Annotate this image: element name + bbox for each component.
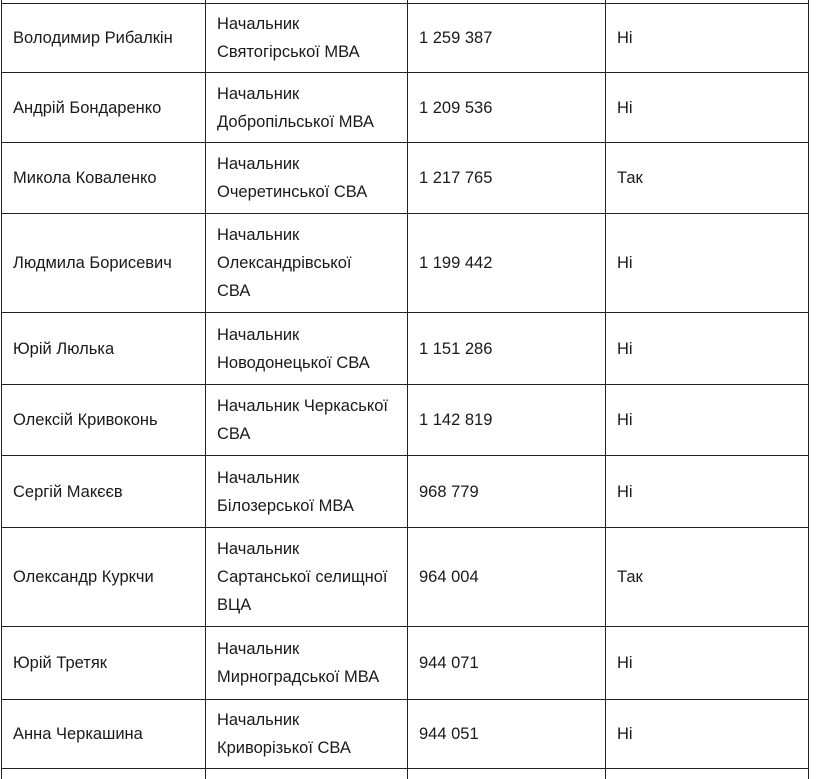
- amount-cell: 944 071: [408, 627, 606, 700]
- position-line: Начальник: [217, 15, 300, 33]
- amount-cell: 1 217 765: [408, 143, 606, 214]
- empty-cell: [206, 769, 408, 779]
- flag-cell: Ні: [606, 456, 809, 528]
- amount-cell: 968 779: [408, 456, 606, 528]
- table-row: [2, 700, 809, 769]
- table-row: [2, 528, 809, 627]
- position-line: СВА: [217, 425, 251, 443]
- official-position-cell: [206, 143, 408, 214]
- table-row: [2, 73, 809, 143]
- official-name-cell: Олександр Куркчи: [2, 528, 206, 627]
- position-line: Святогірської МВА: [217, 43, 360, 61]
- table-row: [2, 313, 809, 385]
- amount-cell: 944 051: [408, 700, 606, 769]
- amount-cell: 1 142 819: [408, 385, 606, 456]
- official-name-cell: Юрій Люлька: [2, 313, 206, 385]
- official-name-cell: Олексій Кривоконь: [2, 385, 206, 456]
- flag-cell: Ні: [606, 700, 809, 769]
- position-line: Начальник: [217, 468, 300, 487]
- official-name-cell: Сергій Макєєв: [2, 456, 206, 528]
- flag-cell: Так: [606, 143, 809, 214]
- position-line: Начальник: [217, 226, 300, 244]
- position-line: Начальник Черкаської: [217, 397, 388, 415]
- position-line: Начальник: [217, 711, 300, 729]
- flag-cell: Ні: [606, 73, 809, 143]
- table-row: [2, 627, 809, 700]
- flag-cell: Так: [606, 528, 809, 627]
- official-name-cell: Микола Коваленко: [2, 143, 206, 214]
- position-line: Білозерської МВА: [217, 496, 354, 515]
- position-line: Криворізької СВА: [217, 739, 351, 757]
- position-line: Мирноградської МВА: [217, 668, 380, 686]
- official-name-cell: Людмила Борисевич: [2, 214, 206, 313]
- position-line: Начальник: [217, 640, 300, 658]
- official-name-cell: Володимир Рибалкін: [2, 4, 206, 73]
- table-row: [2, 214, 809, 313]
- official-name-cell: Андрій Бондаренко: [2, 73, 206, 143]
- official-position-cell: [206, 456, 408, 528]
- position-line: Сартанської селищної: [217, 568, 388, 586]
- position-line: Новодонецької СВА: [217, 353, 370, 372]
- official-position-cell: [206, 627, 408, 700]
- position-line: Начальник: [217, 540, 300, 558]
- officials-table-body: [2, 0, 809, 779]
- flag-cell: Ні: [606, 385, 809, 456]
- amount-cell: 1 209 536: [408, 73, 606, 143]
- official-position-cell: [206, 4, 408, 73]
- position-line: Начальник: [217, 84, 300, 103]
- official-position-cell: [206, 313, 408, 385]
- position-line: Начальник: [217, 325, 300, 344]
- flag-cell: Ні: [606, 214, 809, 313]
- empty-cell: [408, 769, 606, 779]
- official-position-cell: [206, 214, 408, 313]
- empty-cell: [606, 769, 809, 779]
- position-line: Начальник: [217, 155, 300, 173]
- position-line: Добропільської МВА: [217, 112, 374, 131]
- table-row: [2, 143, 809, 214]
- official-position-cell: [206, 73, 408, 143]
- amount-cell: 1 199 442: [408, 214, 606, 313]
- amount-cell: 1 259 387: [408, 4, 606, 73]
- flag-cell: Ні: [606, 313, 809, 385]
- amount-cell: 1 151 286: [408, 313, 606, 385]
- position-line: Очеретинської СВА: [217, 183, 368, 201]
- table-row: [2, 456, 809, 528]
- table-row: [2, 385, 809, 456]
- position-line: ВЦА: [217, 596, 252, 614]
- official-position-cell: [206, 700, 408, 769]
- position-line: Олександрівської: [217, 254, 352, 272]
- official-position-cell: [206, 385, 408, 456]
- flag-cell: Ні: [606, 627, 809, 700]
- empty-cell: [2, 769, 206, 779]
- table-row-partial-bottom: [2, 769, 809, 779]
- official-name-cell: Анна Черкашина: [2, 700, 206, 769]
- official-name-cell: Юрій Третяк: [2, 627, 206, 700]
- table-row: [2, 4, 809, 73]
- amount-cell: 964 004: [408, 528, 606, 627]
- flag-cell: Ні: [606, 4, 809, 73]
- official-position-cell: [206, 528, 408, 627]
- officials-table: [1, 0, 809, 779]
- position-line: СВА: [217, 282, 251, 300]
